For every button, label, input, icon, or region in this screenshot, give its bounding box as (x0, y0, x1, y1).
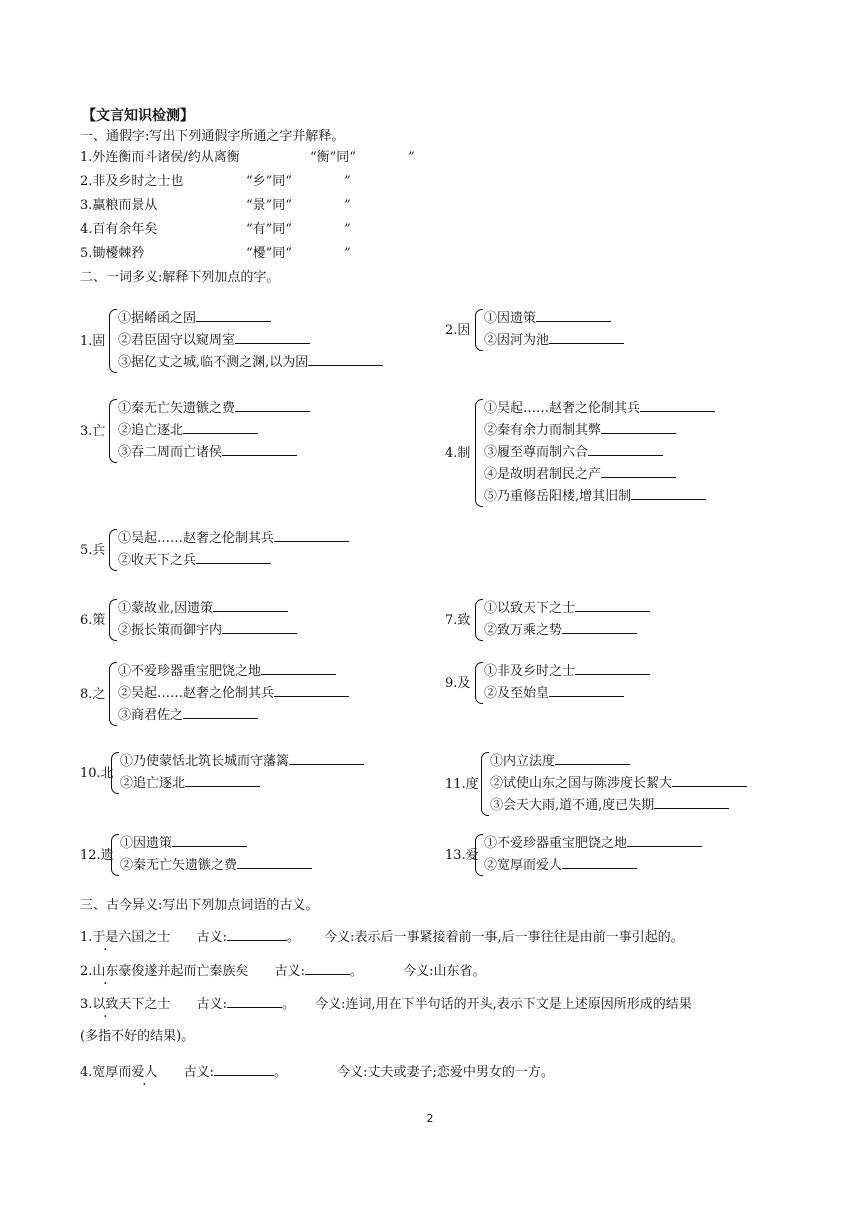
dotted-word: 于是 (92, 930, 119, 945)
group-item: ②君臣固守以窥周室 (118, 329, 310, 351)
answer-blank (575, 660, 650, 675)
answer-blank (235, 329, 310, 344)
s1-item-text: 3.赢粮而景从 (80, 198, 158, 213)
group-item: ①因遗策 (120, 832, 247, 854)
s3-item-1: 1.于是六国之士 古义: 。 今义:表示后一事紧接着前一事,后一事往往是由前一事引起的。 (80, 926, 684, 948)
answer-blank (308, 351, 383, 366)
s3-title: 三、古今异义:写出下列加点词语的古义。 (80, 898, 319, 913)
group-item: ①蒙故业,因遗策 (118, 597, 288, 619)
group-item: ②振长策而御宇内 (118, 619, 297, 641)
group-label: 6.策 (80, 613, 106, 628)
dotted-word: 爱人 (131, 1065, 158, 1080)
group-label: 10.北 (80, 766, 114, 781)
group-item: ③吞二周而亡诸侯 (118, 441, 297, 463)
group-item: ①吴起……赵奢之伦制其兵 (118, 527, 349, 549)
answer-blank (213, 597, 288, 612)
s1-item-blank: “櫌”同“ ” (246, 246, 351, 261)
answer-blank (640, 397, 715, 412)
group-item: ③会天大雨,道不通,度已失期 (490, 794, 729, 816)
group-item: ③商君佐之 (118, 704, 258, 726)
group-item: ⑤乃重修岳阳楼,增其旧制 (484, 485, 706, 507)
s1-title: 一、通假字:写出下列通假字所通之字并解释。 (80, 129, 345, 144)
group-item: ①因遗策 (484, 307, 611, 329)
s3-item-2: 2.山东豪俊遂并起而亡秦族矣 古义: 。 今义:山东省。 (80, 960, 486, 982)
s1-item-blank: “有”同“ ” (246, 222, 351, 237)
answer-blank (536, 307, 611, 322)
group-label: 4.制 (445, 446, 471, 461)
answer-blank (654, 794, 729, 809)
brace-icon (475, 834, 483, 876)
group-item: ①秦无亡矢遗镞之费 (118, 397, 310, 419)
answer-blank (172, 832, 247, 847)
answer-blank (274, 527, 349, 542)
group-item: ③履至尊而制六合 (484, 441, 663, 463)
answer-blank (549, 329, 624, 344)
group-item: ③据亿丈之城,临不测之渊,以为固 (118, 351, 383, 373)
answer-blank (183, 419, 258, 434)
group-item: ②追亡逐北 (118, 419, 258, 441)
brace-icon (109, 599, 117, 641)
group-label: 5.兵 (80, 543, 106, 558)
group-item: ②及至始皇 (484, 682, 624, 704)
group-item: ②试使山东之国与陈涉度长絜大 (490, 772, 747, 794)
answer-blank (672, 772, 747, 787)
brace-icon (475, 399, 483, 507)
answer-blank (196, 549, 271, 564)
s1-item-blank: “乡”同“ ” (246, 174, 351, 189)
brace-icon (475, 599, 483, 641)
group-label: 13.爱 (445, 848, 479, 863)
brace-icon (109, 662, 117, 726)
s1-item-blank: “衡”同“ ” (310, 150, 415, 165)
answer-blank (289, 750, 364, 765)
answer-blank (549, 682, 624, 697)
group-item: ①不爱珍器重宝肥饶之地 (484, 832, 702, 854)
s2-title: 二、一词多义:解释下列加点的字。 (80, 270, 280, 285)
group-label: 3.亡 (80, 424, 106, 439)
page-number: 2 (426, 1112, 434, 1125)
group-item: ④是故明君制民之产 (484, 463, 676, 485)
group-item: ①据崤函之固 (118, 307, 271, 329)
dotted-word: 以致 (92, 997, 119, 1012)
answer-blank (235, 397, 310, 412)
group-item: ②收天下之兵 (118, 549, 271, 571)
group-label: 12.遗 (80, 848, 114, 863)
s1-item-text: 4.百有余年矣 (80, 222, 158, 237)
brace-icon (109, 399, 117, 463)
answer-blank (183, 704, 258, 719)
dotted-word: 山东 (92, 964, 119, 979)
group-label: 2.因 (445, 323, 471, 338)
answer-blank (261, 660, 336, 675)
brace-icon (111, 752, 119, 794)
answer-blank (555, 750, 630, 765)
group-item: ①不爱珍器重宝肥饶之地 (118, 660, 336, 682)
group-item: ①内立法度 (490, 750, 630, 772)
section-heading: 【文言知识检测】 (82, 108, 194, 124)
brace-icon (475, 662, 483, 704)
group-item: ②宽厚而爱人 (484, 854, 637, 876)
answer-blank (627, 832, 702, 847)
s1-item-text: 1.外连衡而斗诸侯/约从离衡 (80, 150, 240, 165)
group-item: ①乃使蒙恬北筑长城而守藩篱 (120, 750, 364, 772)
group-item: ②因河为池 (484, 329, 624, 351)
answer-blank (575, 597, 650, 612)
brace-icon (109, 529, 117, 571)
answer-blank (562, 619, 637, 634)
answer-blank (222, 619, 297, 634)
group-item: ①吴起……赵奢之伦制其兵 (484, 397, 715, 419)
group-item: ②追亡逐北 (120, 772, 260, 794)
group-label: 9.及 (445, 676, 471, 691)
answer-blank (601, 419, 676, 434)
answer-blank (631, 485, 706, 500)
group-item: ②秦无亡矢遗镞之费 (120, 854, 312, 876)
answer-blank (588, 441, 663, 456)
group-label: 11.度 (445, 777, 479, 792)
answer-blank (237, 854, 312, 869)
group-item: ②秦有余力而制其弊 (484, 419, 676, 441)
group-item: ①以致天下之士 (484, 597, 650, 619)
s3-item-3-cont: (多指不好的结果)。 (80, 1029, 195, 1044)
answer-blank (601, 463, 676, 478)
group-item: ②致万乘之势 (484, 619, 637, 641)
group-item: ②吴起……赵奢之伦制其兵 (118, 682, 349, 704)
answer-blank (562, 854, 637, 869)
s1-item-blank: “景”同“ ” (246, 198, 351, 213)
brace-icon (475, 309, 483, 351)
brace-icon (111, 834, 119, 876)
group-label: 8.之 (80, 687, 106, 702)
group-label: 1.固 (80, 334, 106, 349)
answer-blank (274, 682, 349, 697)
group-label: 7.致 (445, 613, 471, 628)
s1-item-text: 5.锄櫌棘矜 (80, 246, 145, 261)
answer-blank (222, 441, 297, 456)
s1-item-text: 2.非及乡时之士也 (80, 174, 184, 189)
group-item: ①非及乡时之士 (484, 660, 650, 682)
answer-blank (185, 772, 260, 787)
brace-icon (481, 752, 489, 816)
s3-item-4: 4.宽厚而爱人 古义: 。 今义:丈夫或妻子;恋爱中男女的一方。 (80, 1061, 554, 1083)
s3-item-3: 3.以致天下之士 古义: 。 今义:连词,用在下半句话的开头,表示下文是上述原因所形成的结果 (80, 993, 692, 1015)
answer-blank (196, 307, 271, 322)
brace-icon (109, 309, 117, 373)
